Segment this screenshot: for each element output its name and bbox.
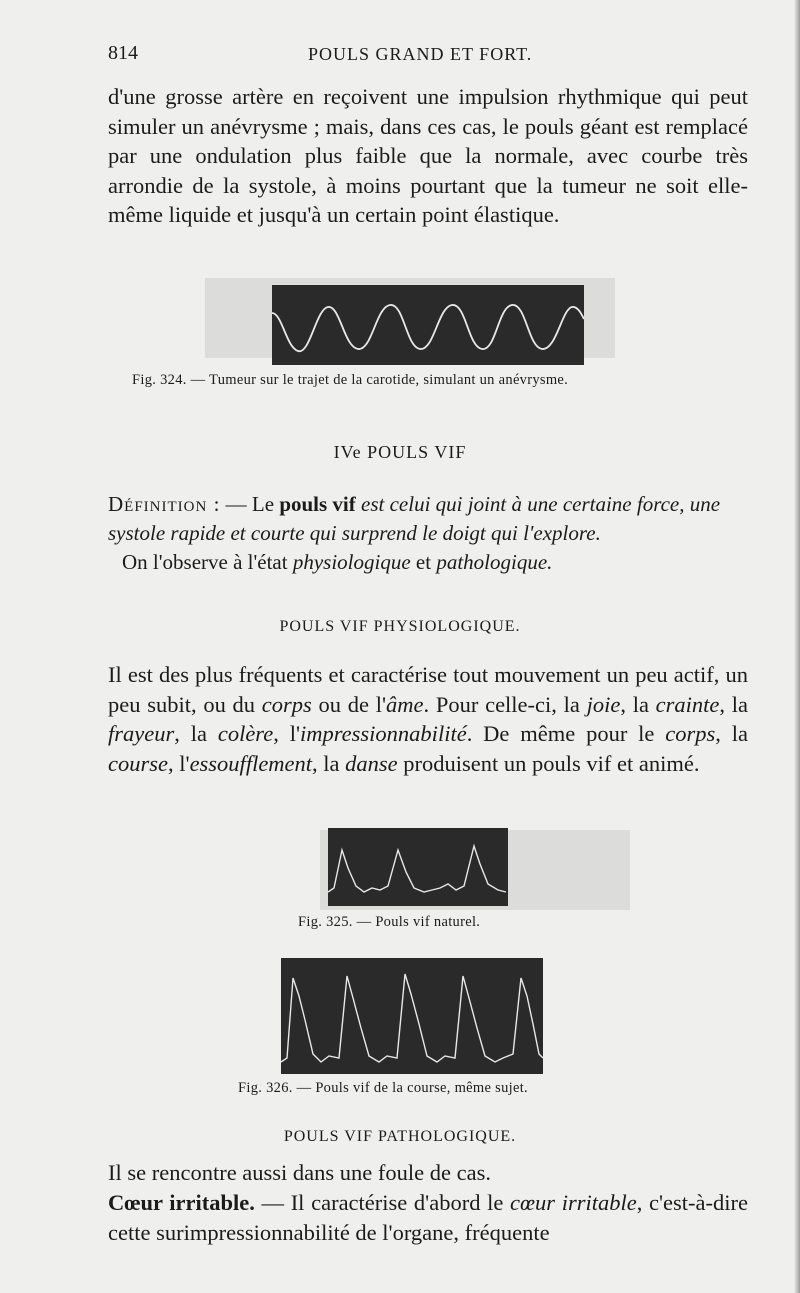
paragraph-coeur-irritable — [108, 1188, 748, 1247]
text-run: , l' — [273, 721, 301, 746]
text-run: , c'est-à-dire cette surimpressionnabilité de l'organe, fréquente — [108, 1190, 748, 1245]
text-run: , la — [312, 750, 346, 776]
paragraph-text — [108, 660, 748, 778]
definition-line2c: et — [410, 550, 437, 574]
figure-325-tracing — [328, 828, 508, 906]
italic-term: colère — [217, 721, 274, 746]
italic-term: âme — [386, 691, 424, 717]
definition-pathologique: pathologique. — [436, 550, 553, 574]
italic-term: impressionnabilité — [300, 721, 467, 746]
text-run: ou de l' — [311, 691, 386, 717]
paragraph-text: Il se rencontre aussi dans une foule de cas. — [108, 1160, 491, 1185]
italic-term: essoufflement — [189, 750, 313, 776]
italic-term: crainte — [655, 691, 720, 717]
paragraph-text: d'une grosse artère en reçoivent une impulsion rhythmique qui peut simuler un anévrysme ; mais, dans ces cas, le pouls géant est remplacé par une ondulation plus faible que la normale, avec courbe très arrondie de la systole, à moins pourtant que la tumeur ne soit elle-même liquide et jusqu'à un certain point élastique. — [108, 84, 748, 227]
figure-324-tracing — [272, 285, 584, 365]
text-run: Il est des plus fréquents et caractérise tout mouvement un peu actif, un peu subit, ou du — [108, 662, 748, 717]
italic-term: corps — [261, 691, 312, 717]
pulse-tracing-324 — [272, 285, 584, 365]
page-number: 814 — [108, 42, 138, 64]
text-run: — Il caractérise d'abord le — [254, 1190, 511, 1215]
subsection-title-physiologique: POULS VIF PHYSIOLOGIQUE. — [279, 618, 521, 635]
figure-326-tracing — [281, 958, 543, 1074]
definition-block — [108, 490, 748, 577]
italic-term: cœur irritable — [510, 1190, 637, 1215]
text-run: , la — [174, 721, 218, 746]
italic-term: corps — [665, 721, 716, 746]
paragraph-physiologique — [108, 660, 748, 778]
paragraph-text — [108, 1188, 748, 1247]
italic-term: joie — [586, 691, 621, 717]
italic-term: course — [108, 750, 168, 776]
definition-line2a: On l'observe à l'état — [122, 550, 293, 574]
running-head: POULS GRAND ET FORT. — [308, 44, 533, 64]
subsection-title-pathologique: POULS VIF PATHOLOGIQUE. — [283, 1128, 517, 1145]
text-run: . De même pour le — [466, 721, 666, 746]
figure-326-caption: Fig. 326. — Pouls vif de la course, même sujet. — [238, 1080, 528, 1096]
italic-term: danse — [345, 750, 398, 776]
text-run: . Pour celle-ci, la — [423, 691, 587, 717]
definition-physiologique: physiologique — [292, 550, 411, 574]
text-run: , la — [620, 691, 656, 717]
text-run: , la — [715, 721, 748, 746]
text-run: , la — [719, 691, 748, 717]
definition-lead: Définition : — [108, 492, 221, 516]
italic-term: frayeur — [108, 721, 175, 746]
figure-325-caption: Fig. 325. — Pouls vif naturel. — [298, 914, 481, 930]
definition-dash: — Le — [220, 492, 280, 516]
text-run: produisent un pouls vif et animé. — [397, 750, 700, 776]
page-header — [108, 42, 748, 70]
figure-324-caption: Fig. 324. — Tumeur sur le trajet de la carotide, simulant un anévrysme. — [132, 372, 569, 388]
pulse-tracing-325 — [328, 828, 508, 906]
text-run: , l' — [168, 750, 190, 776]
bold-term: Cœur irritable. — [108, 1190, 255, 1215]
definition-term: pouls vif — [279, 492, 356, 516]
section-title-pouls-vif: IVe POULS VIF — [333, 442, 467, 462]
definition-text: est celui qui joint à une certaine force, une systole rapide et courte qui surprend le doigt qui l'explore. — [108, 492, 721, 545]
paragraph-aneurysm — [108, 82, 748, 230]
pulse-tracing-326 — [281, 958, 543, 1074]
paragraph-pathologique-intro — [108, 1158, 748, 1188]
page-edge-shadow — [794, 0, 800, 1293]
